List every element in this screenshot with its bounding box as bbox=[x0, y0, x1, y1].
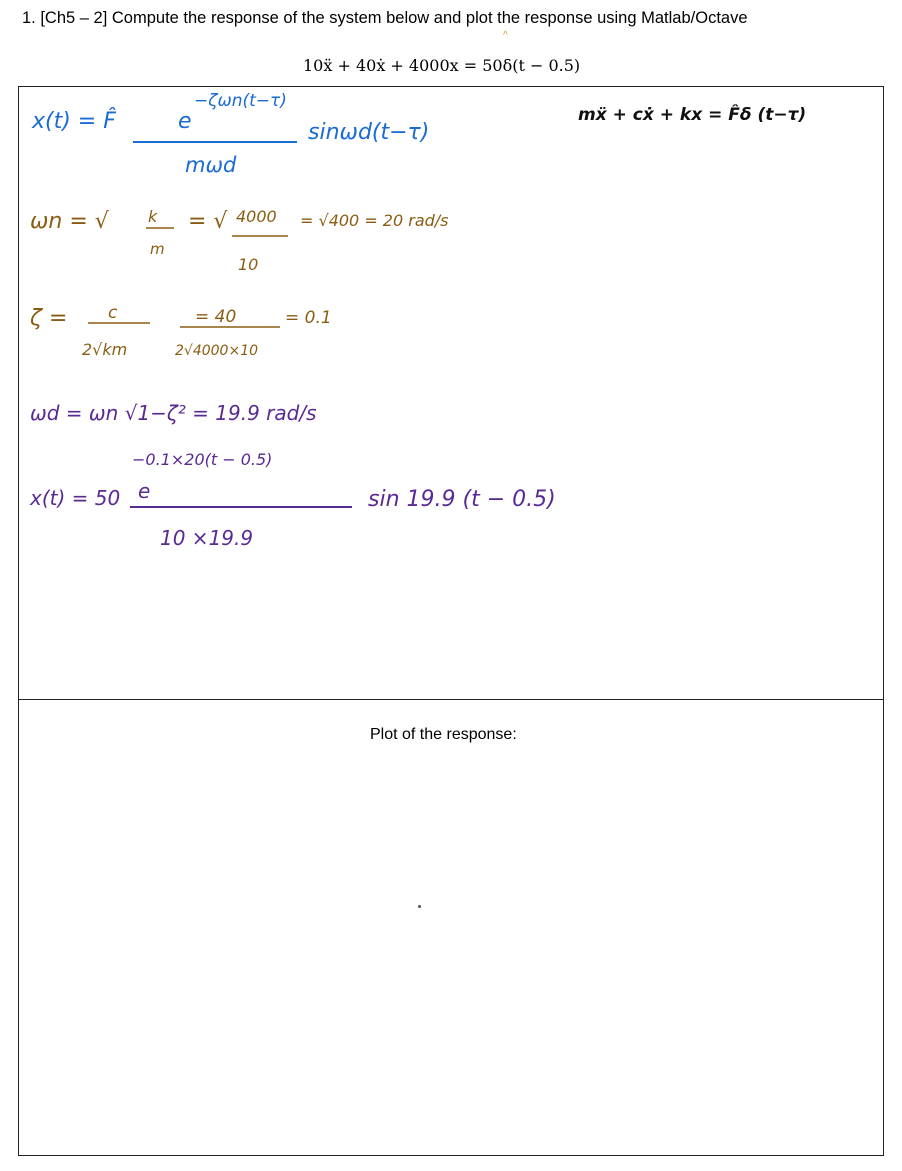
wd-line: ωd = ωn √1−ζ² = 19.9 rad/s bbox=[30, 401, 317, 425]
plot-dot bbox=[418, 905, 421, 908]
general-solution-exponent: −ζωn(t−τ) bbox=[194, 91, 287, 111]
final-sin: sin 19.9 (t − 0.5) bbox=[368, 487, 556, 512]
final-lhs: x(t) = 50 bbox=[30, 486, 121, 510]
zeta-c: c bbox=[108, 303, 118, 323]
zeta-result: = 0.1 bbox=[285, 308, 332, 328]
wn-m: m bbox=[150, 240, 165, 258]
final-exponent: −0.1×20(t − 0.5) bbox=[132, 450, 273, 469]
wn-lhs: ωn = √ bbox=[30, 209, 109, 234]
general-solution-lhs: x(t) = F̂ bbox=[32, 109, 116, 134]
plot-box bbox=[18, 700, 884, 1156]
question-text: 1. [Ch5 – 2] Compute the response of the system below and plot the response using Matlab/Octave bbox=[22, 9, 748, 27]
zeta-den1: 2√km bbox=[82, 340, 128, 359]
zeta-lhs: ζ = bbox=[30, 306, 68, 331]
final-denominator: 10 ×19.9 bbox=[160, 526, 254, 550]
system-equation: 10ẍ + 40ẋ + 4000x = 50δ(t − 0.5) bbox=[303, 56, 581, 75]
plot-label: Plot of the response: bbox=[370, 726, 517, 743]
wn-rest: = √400 = 20 rad/s bbox=[300, 211, 449, 230]
wn-k: k bbox=[148, 207, 158, 226]
wn-den: 10 bbox=[238, 255, 259, 274]
equation-of-motion: mẍ + cẋ + kx = F̂δ (t−τ) bbox=[578, 105, 807, 125]
general-solution-denominator: mωd bbox=[185, 153, 237, 177]
small-hat-mark: ^ bbox=[503, 30, 508, 41]
general-solution-sin: sinωd(t−τ) bbox=[308, 120, 430, 145]
wn-num: 4000 bbox=[236, 207, 277, 226]
final-exp: e bbox=[138, 479, 151, 503]
zeta-eq: = 40 bbox=[195, 307, 237, 327]
wn-eq1: = √ bbox=[188, 209, 228, 234]
zeta-den2: 2√4000×10 bbox=[175, 343, 259, 359]
general-solution-exp: e bbox=[178, 109, 192, 134]
